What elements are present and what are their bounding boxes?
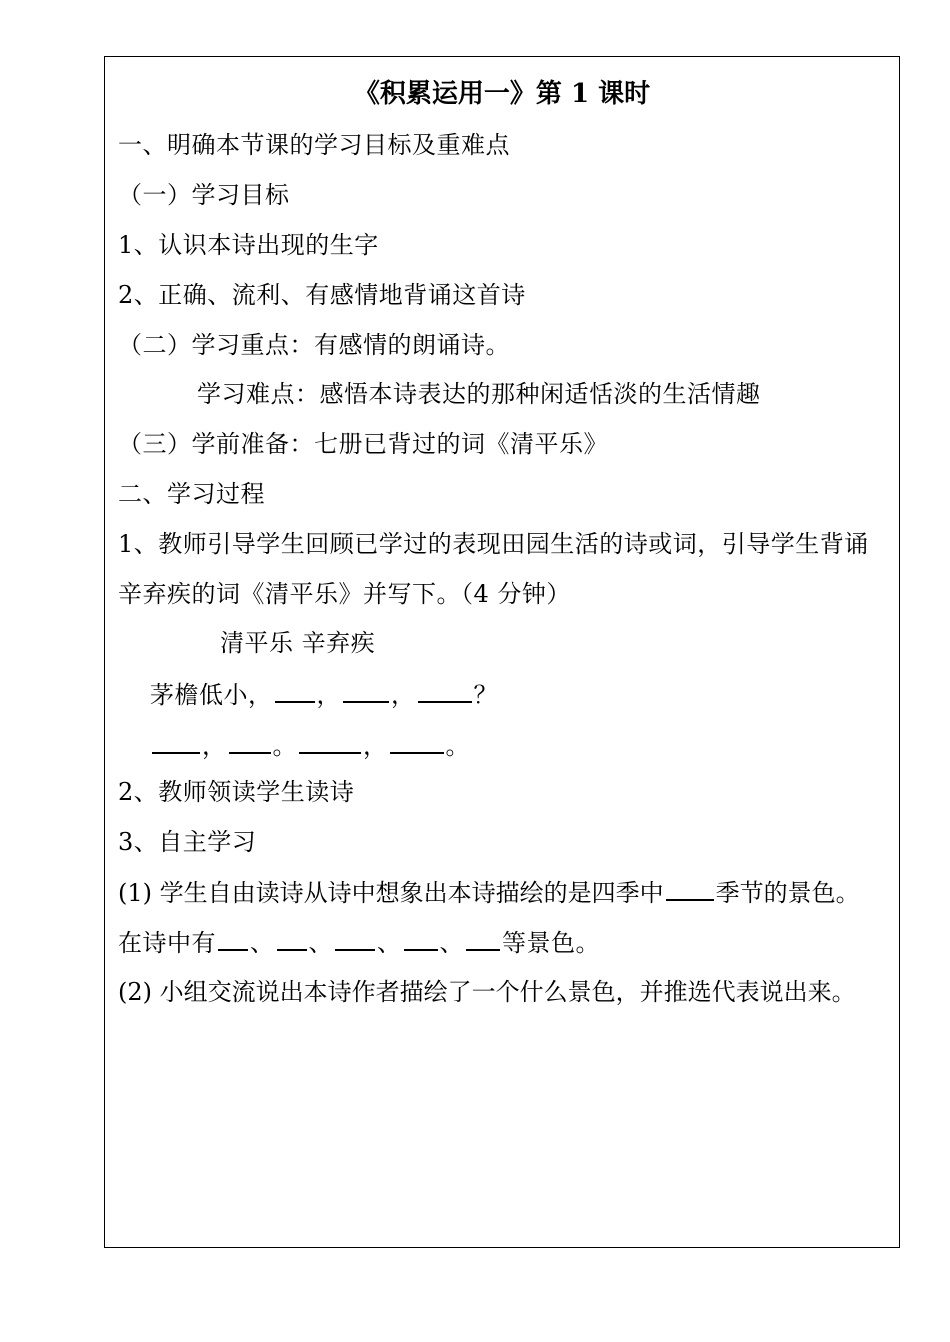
fill-blank[interactable] bbox=[299, 730, 361, 754]
fill-blank[interactable] bbox=[390, 730, 444, 754]
poem-title: 清平乐 辛弃疾 bbox=[220, 629, 376, 657]
fill-blank[interactable] bbox=[343, 679, 389, 703]
poem-line-2: ， 。 ， 。 bbox=[150, 730, 470, 761]
key-point: （二）学习重点：有感情的朗诵诗。 bbox=[118, 331, 510, 359]
fill-blank[interactable] bbox=[418, 679, 472, 703]
fill-blank[interactable] bbox=[404, 927, 438, 951]
page-title: 《积累运用一》第 1 课时 bbox=[353, 79, 651, 109]
fill-blank[interactable] bbox=[666, 877, 714, 901]
question-1-cont: 在诗中有 、 、 、 、 等景色。 bbox=[118, 929, 600, 957]
subheading-goals: （一）学习目标 bbox=[118, 181, 290, 209]
fill-blank[interactable] bbox=[229, 730, 271, 754]
process-step-1-cont: 辛弃疾的词《清平乐》并写下。（4 分钟） bbox=[118, 580, 571, 608]
process-step-1: 1、教师引导学生回顾已学过的表现田园生活的诗或词，引导学生背诵 bbox=[118, 530, 869, 558]
goal-1: 1、认识本诗出现的生字 bbox=[118, 231, 379, 259]
preparation: （三）学前准备：七册已背过的词《清平乐》 bbox=[118, 430, 608, 458]
fill-blank[interactable] bbox=[152, 730, 200, 754]
poem-line-1: 茅檐低小， ， ， ？ bbox=[150, 681, 498, 709]
difficult-point: 学习难点：感悟本诗表达的那种闲适恬淡的生活情趣 bbox=[197, 380, 761, 408]
fill-blank[interactable] bbox=[275, 679, 315, 703]
fill-blank[interactable] bbox=[466, 927, 500, 951]
fill-blank[interactable] bbox=[335, 927, 375, 951]
question-2: (2) 小组交流说出本诗作者描绘了一个什么景色，并推选代表说出来。 bbox=[118, 978, 856, 1006]
section-heading-1: 一、明确本节课的学习目标及重难点 bbox=[118, 131, 510, 159]
process-step-2: 2、教师领读学生读诗 bbox=[118, 778, 355, 806]
fill-blank[interactable] bbox=[277, 927, 307, 951]
goal-2: 2、正确、流利、有感情地背诵这首诗 bbox=[118, 281, 526, 309]
question-1: (1) 学生自由读诗从诗中想象出本诗描绘的是四季中 季节的景色。 bbox=[118, 879, 860, 907]
fill-blank[interactable] bbox=[218, 927, 248, 951]
process-step-3: 3、自主学习 bbox=[118, 828, 257, 856]
section-heading-2: 二、学习过程 bbox=[118, 480, 265, 508]
